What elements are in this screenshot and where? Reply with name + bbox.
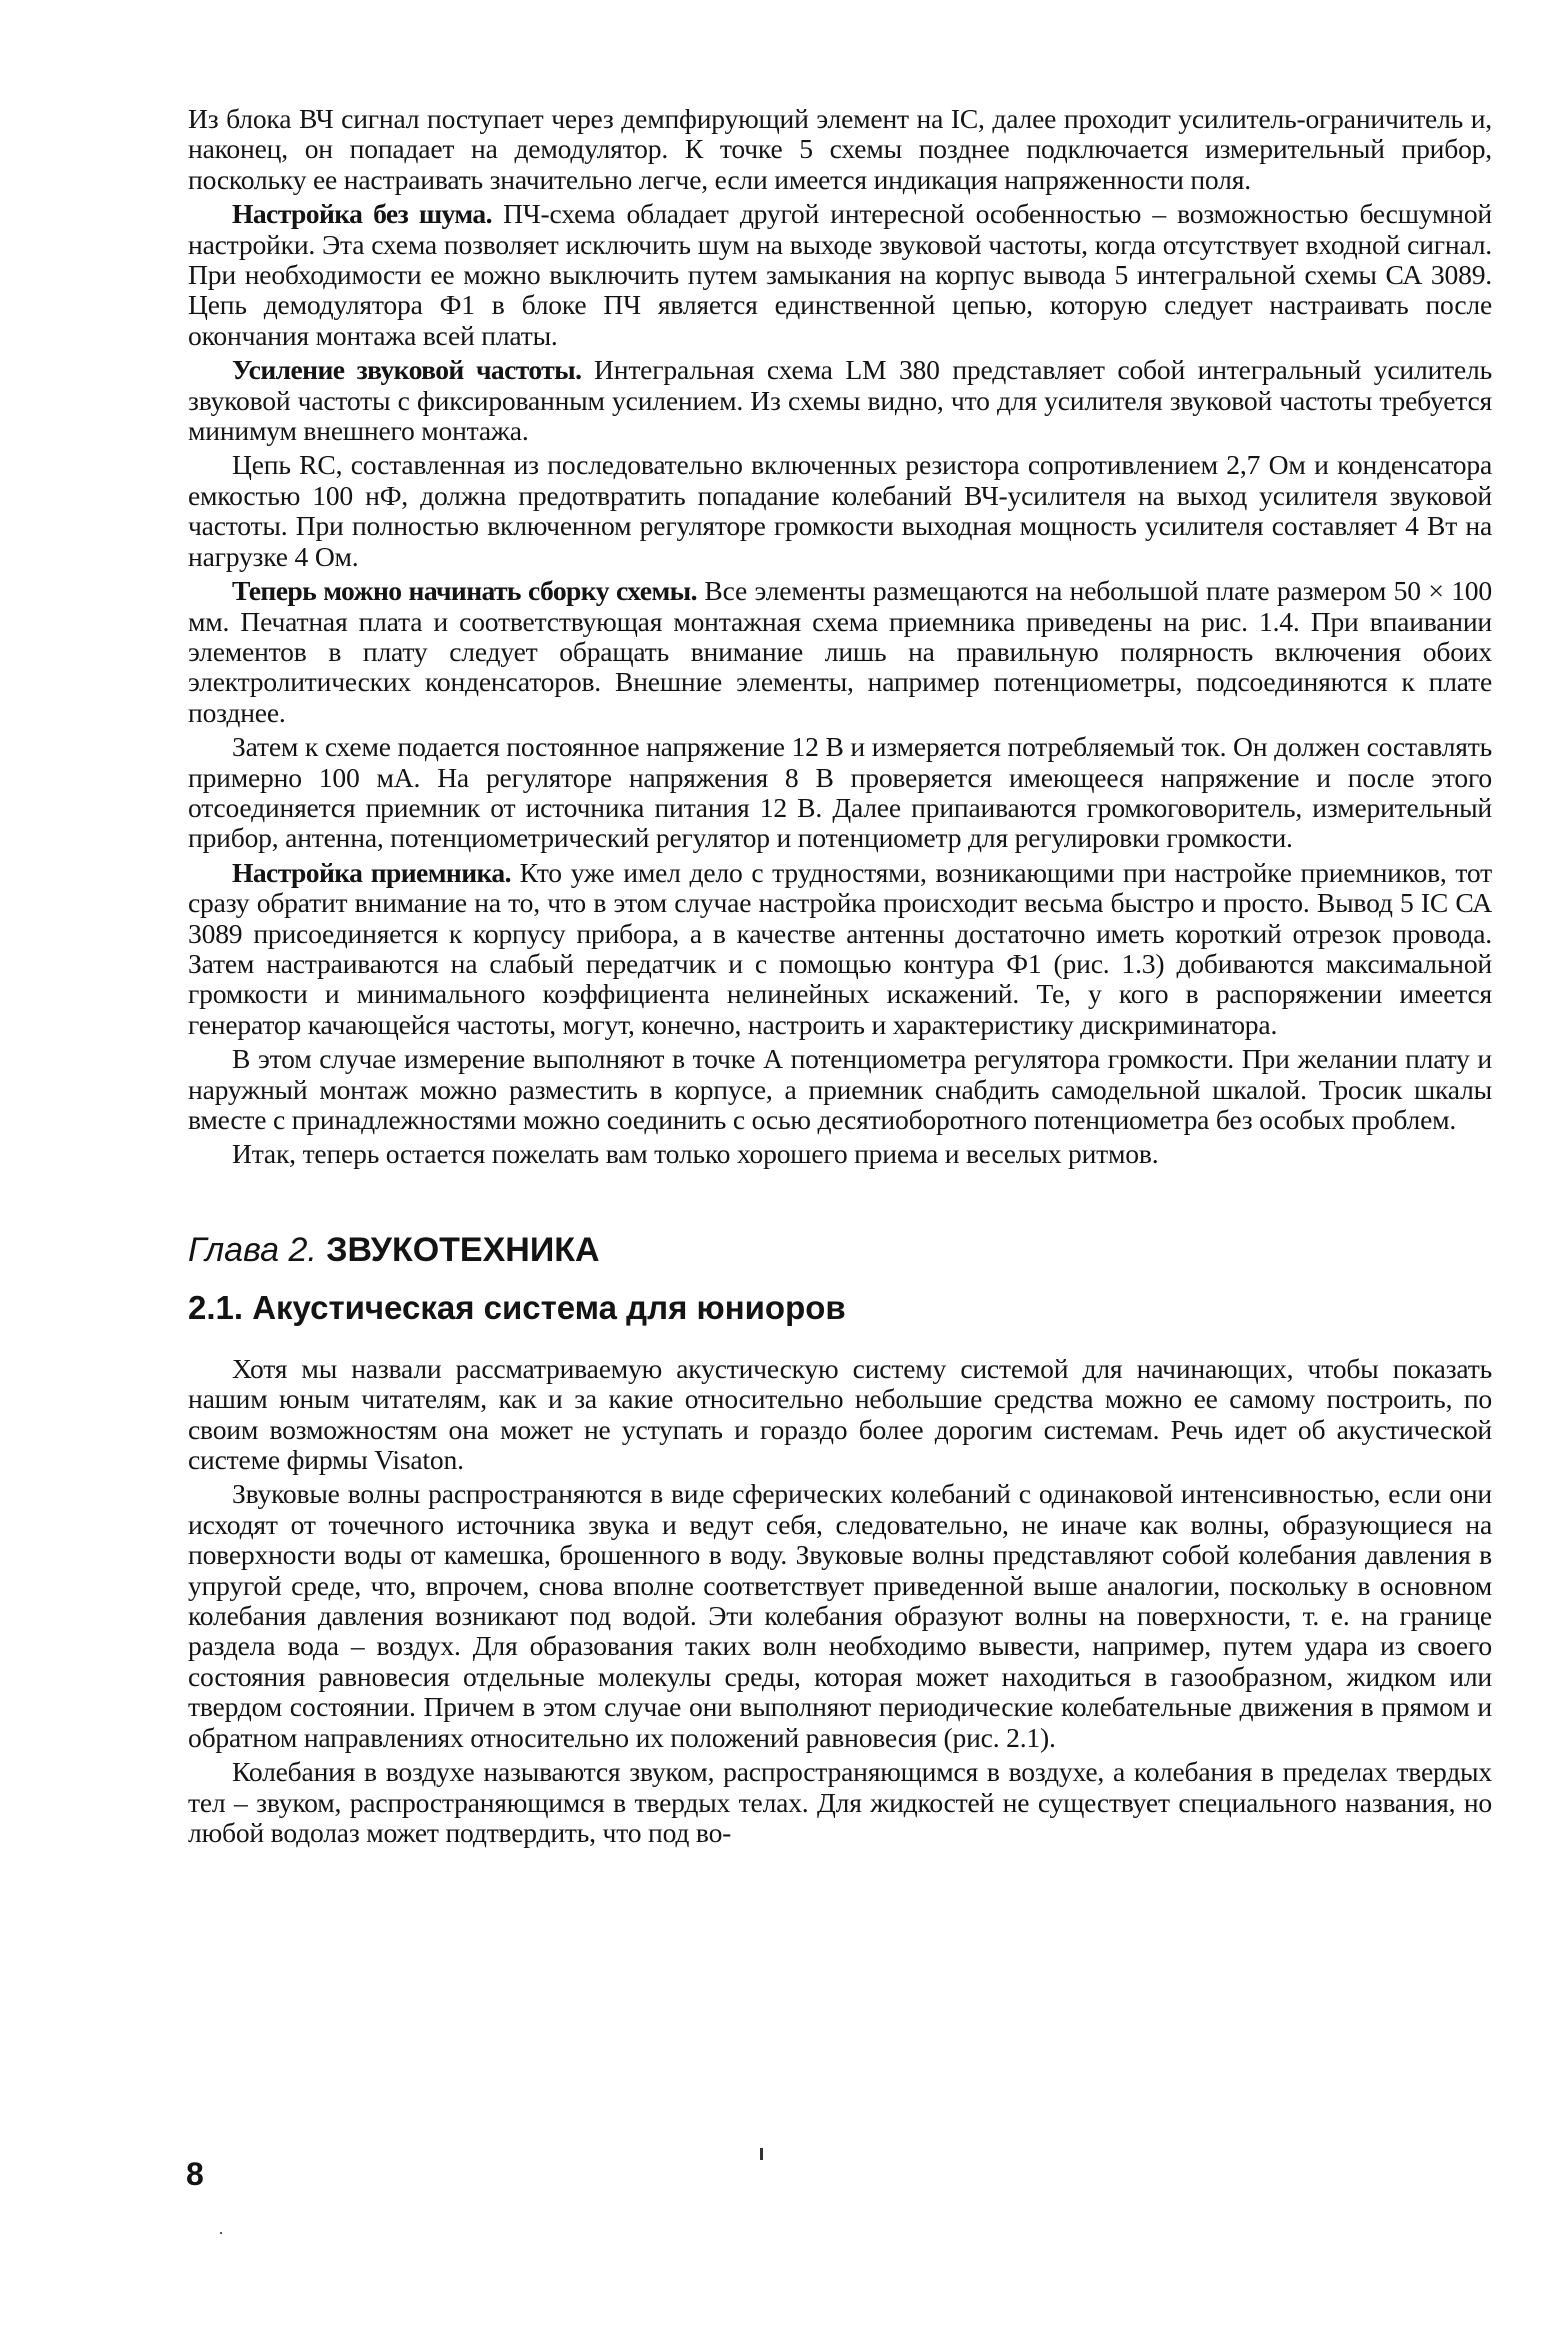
paragraph-closing: [188, 1139, 1492, 1169]
paragraph-audio-amplification: [188, 355, 1492, 446]
paragraph-power-check: [188, 732, 1492, 854]
paragraph-lead: Настройка приемника.: [232, 856, 511, 888]
paragraph-intro-visaton: [188, 1354, 1492, 1476]
paragraph-measurement: [188, 1044, 1492, 1135]
paragraph-text: Хотя мы назвали рассматриваемую акустическую систему системой для начинающих, чтобы показать нашим юным читателям, как и за какие относительно небольшие средства можно ее самому построить, по своим возможностям она может не уступать и гораздо более дорогим системам. Речь идет об акустической системе фирмы Visaton.: [188, 1352, 1492, 1476]
scan-speck: [760, 2148, 763, 2160]
scan-speck: [220, 2232, 222, 2234]
paragraph-text: Цепь RC, составленная из последовательно включенных резистора сопротивлением 2,7 Ом и конденсатора емкостью 100 нФ, должна предотвратить попадание колебаний ВЧ-усилителя на выход усилителя звуковой частоты. При полностью включенном регуляторе громкости выходная мощность усилителя составляет 4 Вт на нагрузке 4 Ом.: [188, 449, 1492, 572]
paragraph-vibrations: [188, 1757, 1492, 1848]
paragraph-rc-circuit: [188, 450, 1492, 572]
paragraph-text: Кто уже имел дело с трудностями, возникающими при настройке приемников, тот сразу обратит внимание на то, что в этом случае настройка происходит весьма быстро и просто. Вывод 5 IC СА 3089 присоединяется к корпусу прибора, а в качестве антенны достаточно иметь короткий отрезок провода. Затем настраиваются на слабый передатчик и с помощью контура Ф1 (рис. 1.3) добиваются максимальной громкости и минимального коэффициента нелинейных искажений. Те, у кого в распоряжении имеется генератор качающейся частоты, могут, конечно, настроить и характеристику дискриминатора.: [188, 856, 1493, 1040]
paragraph-text: Колебания в воздухе называются звуком, распространяющимся в воздухе, а колебания в пределах твердых тел – звуком, распространяющимся в твердых телах. Для жидкостей не существует специального названия, но любой водолаз может подтвердить, что под во-: [188, 1756, 1492, 1848]
section-heading: 2.1. Акустическая система для юниоров: [188, 1288, 846, 1326]
text-column: [188, 104, 1492, 1852]
paragraph-lead: Настройка без шума.: [232, 198, 492, 230]
paragraph-receiver-tuning: [188, 858, 1492, 1040]
paragraph-text: ПЧ-схема обладает другой интересной особенностью – возможностью бесшумной настройки. Эта схема позволяет исключить шум на выходе звуковой частоты, когда отсутствует входной сигнал. При необходимости ее можно выключить путем замыкания на корпус вывода 5 интегральной схемы СА 3089. Цепь демодулятора Ф1 в блоке ПЧ является единственной цепью, которую следует настраивать после окончания монтажа всей платы.: [188, 198, 1492, 351]
paragraph-noiseless-tuning: [188, 199, 1492, 351]
paragraph-text: Затем к схеме подается постоянное напряжение 12 В и измеряется потребляемый ток. Он должен составлять примерно 100 мА. На регуляторе напряжения 8 В проверяется имеющееся напряжение и после этого отсоединяется приемник от источника питания 12 В. Далее припаиваются громкоговоритель, измерительный прибор, антенна, потенциометрический регулятор и потенциометр для регулировки громкости.: [188, 731, 1492, 854]
paragraph-text: Итак, теперь остается пожелать вам только хорошего приема и веселых ритмов.: [232, 1138, 1159, 1170]
page-number: 8: [186, 2156, 204, 2192]
paragraph-assembly: [188, 576, 1492, 728]
paragraph-text: Все элементы размещаются на небольшой плате размером 50 × 100 мм. Печатная плата и соответствующая монтажная схема приемника приведены на рис. 1.4. При впаивании элементов в плату следует обращать внимание лишь на правильную полярность включения обоих электролитических конденсаторов. Внешние элементы, например потенциометры, подсоединяются к плате позднее.: [188, 575, 1493, 728]
chapter-heading: [188, 1230, 1492, 1270]
paragraph-text: Интегральная схема LM 380 представляет собой интегральный усилитель звуковой частоты с фиксированным усилением. Из схемы видно, что для усилителя звуковой частоты требуется минимум внешнего монтажа.: [188, 354, 1493, 447]
paragraph-sound-waves: [188, 1479, 1492, 1753]
paragraph-text: Из блока ВЧ сигнал поступает через демпфирующий элемент на IC, далее проходит усилитель-ограничитель и, наконец, он попадает на демодулятор. К точке 5 схемы позднее подключается измерительный прибор, поскольку ее настраивать значительно легче, если имеется индикация напряженности поля.: [188, 103, 1492, 195]
chapter-title: ЗВУКОТЕХНИКА: [316, 1230, 600, 1269]
paragraph-lead: Теперь можно начинать сборку схемы.: [232, 575, 697, 607]
paragraph-lead: Усиление звуковой частоты.: [232, 354, 582, 386]
paragraph-demodulator: [188, 104, 1492, 195]
paragraph-text: Звуковые волны распространяются в виде сферических колебаний с одинаковой интенсивностью, если они исходят от точечного источника звука и ведут себя, следовательно, не иначе как волны, образующиеся на поверхности воды от камешка, брошенного в воду. Звуковые волны представляют собой колебания давления в упругой среде, что, впрочем, снова вполне соответствует приведенной выше аналогии, поскольку в основном колебания давления возникают под водой. Эти колебания образуют волны на поверхности, т. е. на границе раздела вода – воздух. Для образования таких волн необходимо вывести, например, путем удара из своего состояния равновесия отдельные молекулы среды, которая может находиться в газообразном, жидком или твердом состоянии. Причем в этом случае они выполняют периодические колебательные движения в прямом и обратном направлениях относительно их положений равновесия (рис. 2.1).: [188, 1478, 1492, 1753]
chapter-label: Глава 2.: [188, 1230, 317, 1269]
paragraph-text: В этом случае измерение выполняют в точке А потенциометра регулятора громкости. При желании плату и наружный монтаж можно разместить в корпусе, а приемник снабдить самодельной шкалой. Тросик шкалы вместе с принадлежностями можно соединить с осью десятиоборотного потенциометра без особых проблем.: [188, 1043, 1492, 1135]
